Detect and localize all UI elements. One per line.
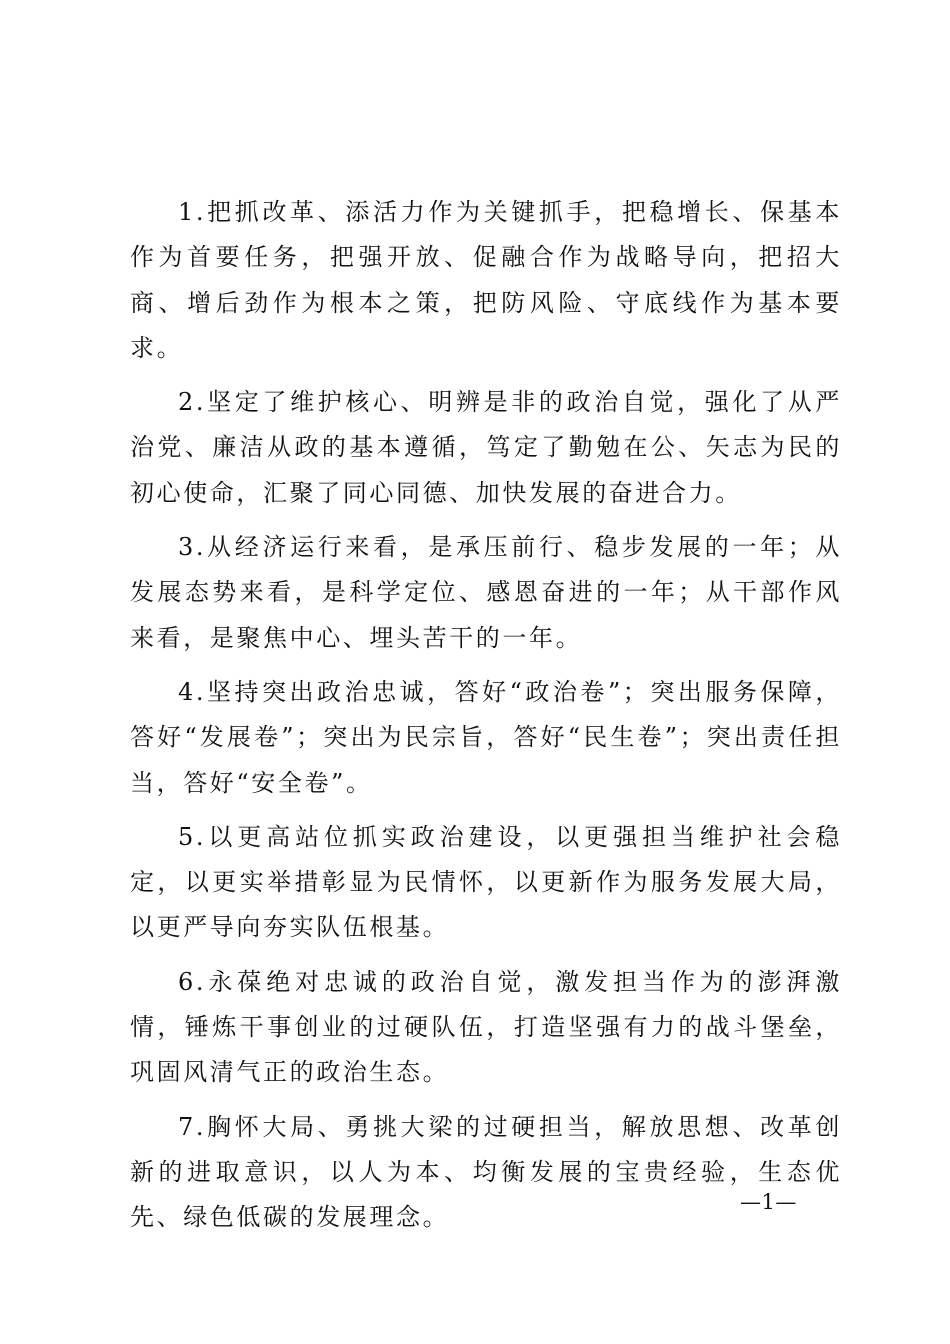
paragraph-7: 7.胸怀大局、勇挑大梁的过硬担当，解放思想、改革创新的进取意识，以人为本、均衡发展的宝贵经验，生态优先、绿色低碳的发展理念。 — [130, 1112, 842, 1232]
document-body — [130, 190, 842, 1250]
paragraph-2: 2.坚定了维护核心、明辨是非的政治自觉，强化了从严治党、廉洁从政的基本遵循，笃定了勤勉在公、矢志为民的初心使命，汇聚了同心同德、加快发展的奋进合力。 — [130, 388, 842, 507]
paragraph-1: 1.把抓改革、添活力作为关键抓手，把稳增长、保基本作为首要任务，把强开放、促融合作为战略导向，把招大商、增后劲作为根本之策，把防风险、守底线作为基本要求。 — [130, 198, 842, 362]
paragraph-4: 4.坚持突出政治忠诚，答好“政治卷”；突出服务保障，答好“发展卷”；突出为民宗旨，答好“民生卷”；突出责任担当，答好“安全卷”。 — [130, 677, 842, 797]
paragraph-3: 3.从经济运行来看，是承压前行、稳步发展的一年；从发展态势来看，是科学定位、感恩奋进的一年；从干部作风来看，是聚焦中心、埋头苦干的一年。 — [130, 533, 842, 652]
paragraph-5: 5.以更高站位抓实政治建设，以更强担当维护社会稳定，以更实举措彰显为民情怀，以更新作为服务发展大局，以更严导向夯实队伍根基。 — [130, 822, 842, 942]
page-number: —1— — [740, 1190, 797, 1214]
paragraph-6: 6.永葆绝对忠诚的政治自觉，激发担当作为的澎湃激情，锤炼干事创业的过硬队伍，打造坚强有力的战斗堡垒，巩固风清气正的政治生态。 — [130, 967, 842, 1087]
